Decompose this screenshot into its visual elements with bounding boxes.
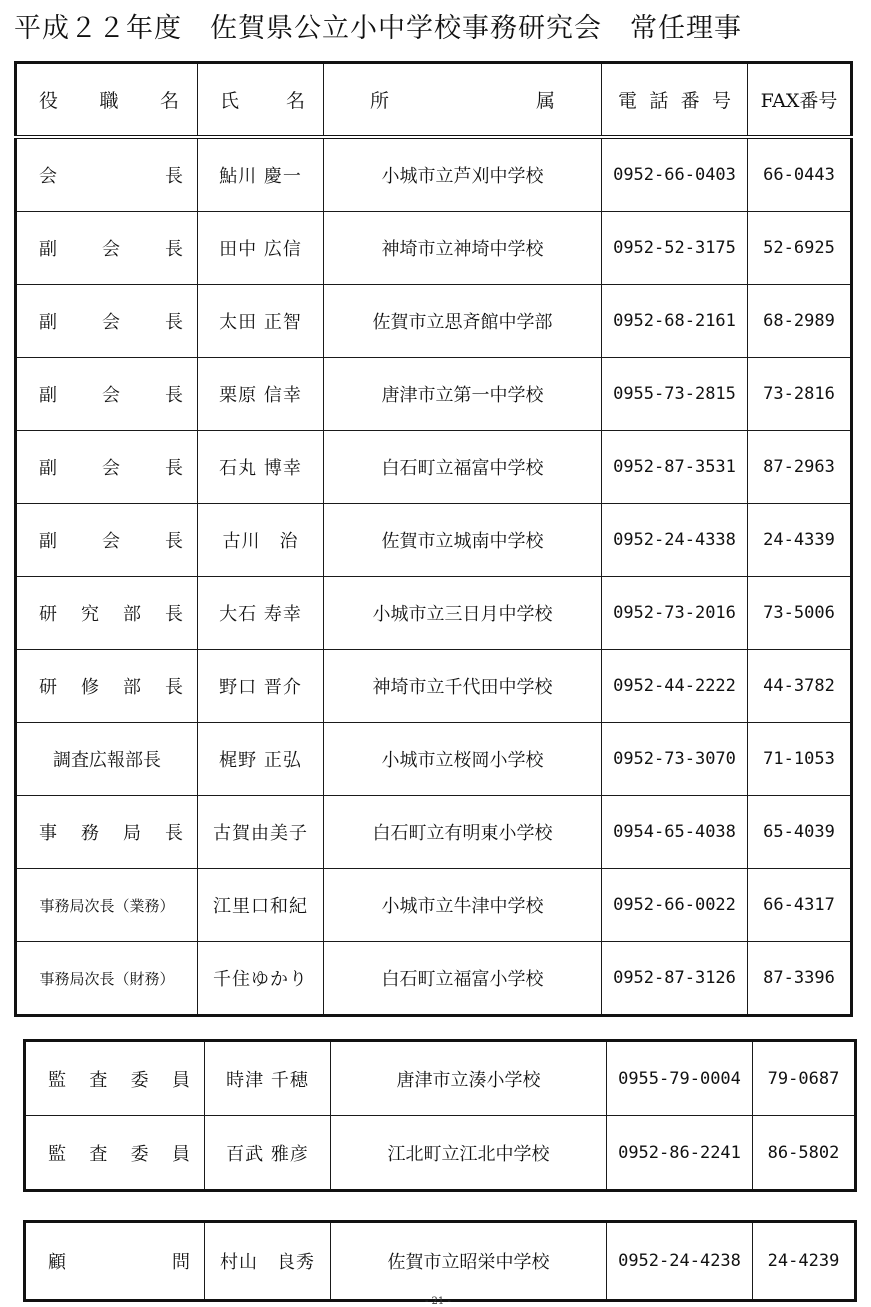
phone-cell: 0952-24-4238 — [607, 1222, 753, 1301]
name-cell: 百武 雅彦 — [205, 1116, 331, 1191]
affiliation-cell: 神埼市立千代田中学校 — [324, 650, 602, 723]
name-cell: 田中 広信 — [198, 212, 324, 285]
fax-cell: 68-2989 — [748, 285, 852, 358]
role-label: 監 査 委 員 — [48, 1143, 190, 1165]
page-title: 平成２２年度 佐賀県公立小中学校事務研究会 常任理事 — [14, 13, 742, 44]
name-cell: 梶野 正弘 — [198, 723, 324, 796]
affiliation-cell: 小城市立芦刈中学校 — [324, 137, 602, 212]
role-cell — [16, 796, 198, 869]
phone-cell: 0952-87-3531 — [602, 431, 748, 504]
header-role — [16, 63, 198, 138]
role-cell — [16, 137, 198, 212]
fax-cell: 66-0443 — [748, 137, 852, 212]
auditors-table — [23, 1039, 857, 1192]
affiliation-cell: 佐賀市立昭栄中学校 — [331, 1222, 607, 1301]
role-cell: 事務局次長（財務） — [16, 942, 198, 1016]
phone-cell: 0955-79-0004 — [607, 1041, 753, 1116]
affiliation-cell: 小城市立牛津中学校 — [324, 869, 602, 942]
phone-cell: 0954-65-4038 — [602, 796, 748, 869]
role-cell — [16, 577, 198, 650]
affiliation-cell: 白石町立福富中学校 — [324, 431, 602, 504]
phone-cell: 0952-73-3070 — [602, 723, 748, 796]
phone-cell: 0952-73-2016 — [602, 577, 748, 650]
affiliation-cell: 江北町立江北中学校 — [331, 1116, 607, 1191]
role-label: 会 長 — [39, 166, 183, 187]
header-role-text: 役 職 名 — [39, 90, 179, 112]
name-cell: 村山 良秀 — [205, 1222, 331, 1301]
officers-table — [14, 61, 853, 1017]
role-cell: 調査広報部長 — [16, 723, 198, 796]
table-row — [16, 650, 852, 723]
name-cell: 千住ゆかり — [198, 942, 324, 1016]
table-header-row — [16, 63, 852, 138]
header-affiliation-text: 所 属 — [370, 90, 555, 112]
table-row — [25, 1116, 856, 1191]
affiliation-cell: 小城市立三日月中学校 — [324, 577, 602, 650]
header-name-text: 氏 名 — [220, 90, 305, 112]
phone-cell: 0952-66-0403 — [602, 137, 748, 212]
name-cell: 時津 千穂 — [205, 1041, 331, 1116]
phone-cell: 0952-44-2222 — [602, 650, 748, 723]
header-phone-text: 電 話 番 号 — [618, 90, 731, 112]
role-cell — [16, 431, 198, 504]
role-cell — [25, 1222, 205, 1301]
name-cell: 野口 晋介 — [198, 650, 324, 723]
fax-cell: 87-2963 — [748, 431, 852, 504]
role-cell — [16, 504, 198, 577]
table-row — [25, 1041, 856, 1116]
affiliation-cell: 佐賀市立思斉館中学部 — [324, 285, 602, 358]
affiliation-cell: 神埼市立神埼中学校 — [324, 212, 602, 285]
role-label: 副 会 長 — [39, 239, 183, 260]
table-row — [16, 285, 852, 358]
phone-cell: 0952-66-0022 — [602, 869, 748, 942]
page-number: - 21 - — [425, 1296, 451, 1307]
role-cell — [25, 1041, 205, 1116]
fax-cell: 71-1053 — [748, 723, 852, 796]
affiliation-cell: 唐津市立第一中学校 — [324, 358, 602, 431]
table-row — [25, 1222, 856, 1301]
table-row — [16, 723, 852, 796]
role-cell — [16, 650, 198, 723]
header-phone — [602, 63, 748, 138]
fax-cell: 79-0687 — [753, 1041, 856, 1116]
table-row — [16, 358, 852, 431]
fax-cell: 73-2816 — [748, 358, 852, 431]
phone-cell: 0952-87-3126 — [602, 942, 748, 1016]
affiliation-cell: 白石町立有明東小学校 — [324, 796, 602, 869]
role-cell — [16, 212, 198, 285]
header-affiliation — [324, 63, 602, 138]
fax-cell: 24-4239 — [753, 1222, 856, 1301]
role-cell — [16, 285, 198, 358]
fax-cell: 86-5802 — [753, 1116, 856, 1191]
fax-cell: 44-3782 — [748, 650, 852, 723]
name-cell: 石丸 博幸 — [198, 431, 324, 504]
fax-cell: 73-5006 — [748, 577, 852, 650]
role-label: 研 修 部 長 — [39, 677, 183, 698]
role-label: 事 務 局 長 — [39, 823, 183, 844]
table-row — [16, 942, 852, 1016]
table-row — [16, 577, 852, 650]
name-cell: 古川 治 — [198, 504, 324, 577]
table-row — [16, 869, 852, 942]
table-row — [16, 504, 852, 577]
fax-cell: 66-4317 — [748, 869, 852, 942]
header-name — [198, 63, 324, 138]
table-row — [16, 796, 852, 869]
phone-cell: 0952-24-4338 — [602, 504, 748, 577]
name-cell: 大石 寿幸 — [198, 577, 324, 650]
role-label: 副 会 長 — [39, 458, 183, 479]
table-row — [16, 212, 852, 285]
name-cell: 太田 正智 — [198, 285, 324, 358]
role-label: 監 査 委 員 — [48, 1069, 190, 1091]
phone-cell: 0952-86-2241 — [607, 1116, 753, 1191]
name-cell: 栗原 信幸 — [198, 358, 324, 431]
fax-cell: 24-4339 — [748, 504, 852, 577]
table-row — [16, 137, 852, 212]
fax-cell: 87-3396 — [748, 942, 852, 1016]
role-label: 研 究 部 長 — [39, 604, 183, 625]
role-cell — [16, 358, 198, 431]
phone-cell: 0952-68-2161 — [602, 285, 748, 358]
affiliation-cell: 白石町立福富小学校 — [324, 942, 602, 1016]
role-cell: 事務局次長（業務） — [16, 869, 198, 942]
role-label: 顧 問 — [48, 1252, 190, 1273]
name-cell: 古賀由美子 — [198, 796, 324, 869]
name-cell: 江里口和紀 — [198, 869, 324, 942]
header-fax: FAX番号 — [748, 63, 852, 138]
affiliation-cell: 唐津市立湊小学校 — [331, 1041, 607, 1116]
phone-cell: 0955-73-2815 — [602, 358, 748, 431]
name-cell: 鮎川 慶一 — [198, 137, 324, 212]
affiliation-cell: 小城市立桜岡小学校 — [324, 723, 602, 796]
role-label: 副 会 長 — [39, 385, 183, 406]
role-cell — [25, 1116, 205, 1191]
table-row — [16, 431, 852, 504]
affiliation-cell: 佐賀市立城南中学校 — [324, 504, 602, 577]
role-label: 副 会 長 — [39, 312, 183, 333]
fax-cell: 65-4039 — [748, 796, 852, 869]
advisors-table — [23, 1220, 857, 1302]
role-label: 副 会 長 — [39, 531, 183, 552]
fax-cell: 52-6925 — [748, 212, 852, 285]
phone-cell: 0952-52-3175 — [602, 212, 748, 285]
